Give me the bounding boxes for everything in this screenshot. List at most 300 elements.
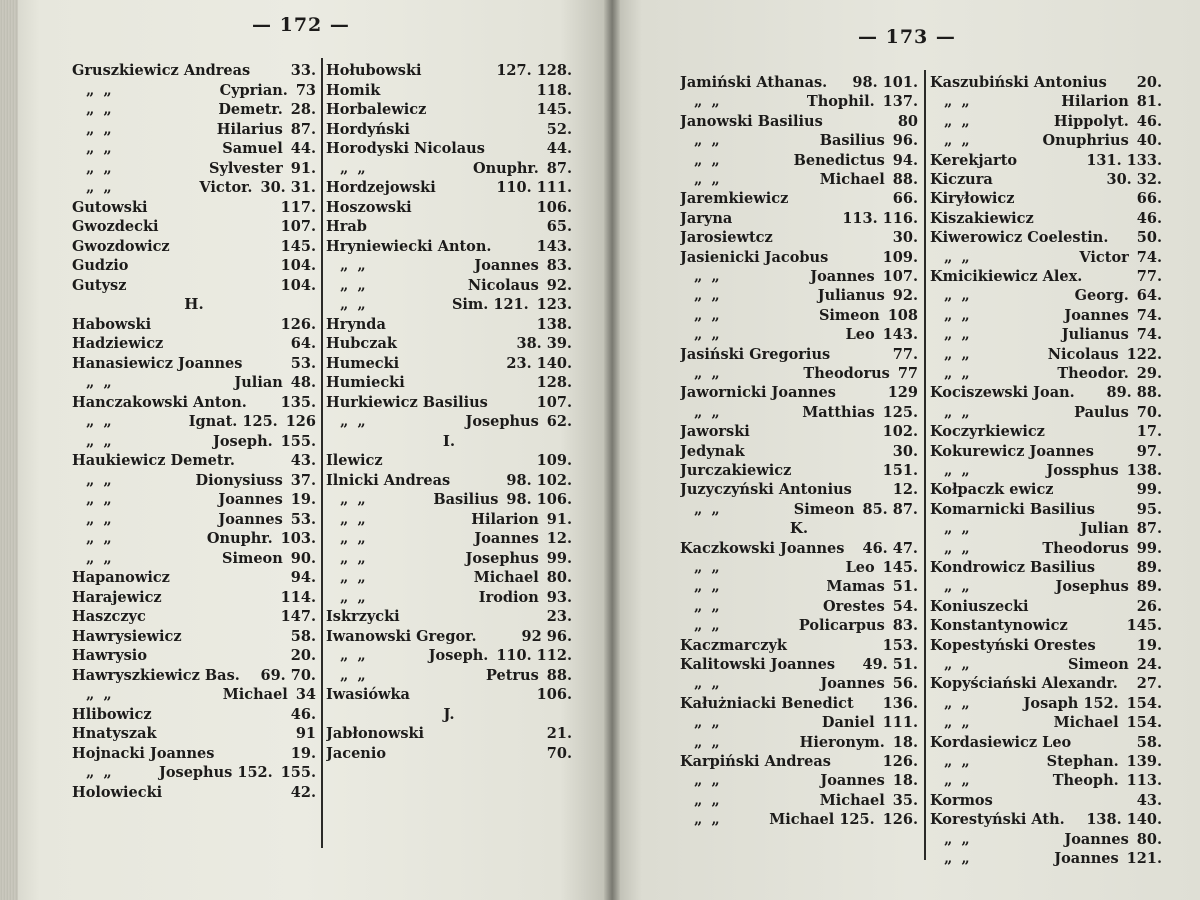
index-entry	[930, 73, 1162, 92]
ditto-mark: „ „	[86, 101, 114, 118]
index-entry	[680, 306, 918, 325]
index-entry	[326, 120, 572, 139]
index-entry	[326, 178, 572, 197]
entry-name: Hnatyszak	[72, 725, 157, 742]
page-reference: 27.	[1136, 675, 1162, 693]
ditto-mark: „ „	[694, 500, 722, 518]
entry-name: Kaszubiński Antonius	[930, 74, 1107, 91]
entry-name: Kerekjarto	[930, 151, 1018, 169]
index-entry	[930, 791, 1162, 810]
ditto-mark: „ „	[694, 617, 722, 635]
index-entry	[680, 461, 918, 480]
page-reference: 147.	[280, 608, 316, 625]
entry-name: Onuphr.	[206, 530, 273, 547]
entry-name: Hanczakowski Anton.	[72, 393, 247, 411]
page-reference: 50.	[1136, 229, 1162, 247]
index-entry	[72, 724, 316, 743]
index-entry	[680, 325, 918, 344]
index-entry	[930, 480, 1162, 499]
ditto-mark: „ „	[944, 656, 972, 673]
page-reference: 23. 140.	[506, 354, 572, 372]
index-entry	[72, 237, 316, 256]
ditto-mark: „ „	[944, 772, 972, 790]
page-reference: 118.	[536, 81, 572, 99]
index-entry	[72, 256, 316, 275]
index-entry	[680, 771, 918, 790]
index-entry	[72, 451, 316, 470]
entry-name: Matthias	[802, 403, 875, 421]
page-reference: 19.	[290, 744, 316, 762]
index-entry	[72, 139, 316, 158]
index-entry	[680, 480, 918, 499]
index-entry	[72, 490, 316, 509]
page-reference: 104.	[280, 276, 316, 294]
entry-name: Jarosiewtcz	[680, 229, 773, 247]
entry-name: Simeon	[793, 500, 855, 518]
index-entry	[680, 345, 918, 364]
entry-name: Joseph.	[428, 647, 489, 664]
index-entry	[680, 713, 918, 732]
entry-name: Joannes	[1064, 830, 1129, 848]
index-entry	[680, 558, 918, 577]
index-entry	[72, 373, 316, 392]
entry-name: Simeon	[1068, 656, 1129, 673]
entry-name: Kmicikiewicz Alex.	[930, 268, 1083, 285]
entry-name: Jasiński Gregorius	[680, 345, 831, 363]
index-entry	[930, 422, 1162, 441]
entry-name: Julianus	[817, 287, 885, 305]
page-reference: 77.	[1136, 268, 1162, 285]
page-reference: 77	[897, 365, 918, 382]
page-reference: 26.	[1136, 597, 1162, 615]
entry-name: Kiczura	[930, 171, 993, 188]
entry-name: Hrynda	[326, 315, 386, 333]
page-reference: 30.	[892, 229, 918, 247]
index-entry	[930, 306, 1162, 325]
page-reference: 80.	[546, 569, 572, 586]
ditto-mark: „ „	[944, 365, 972, 382]
ditto-mark: „ „	[86, 413, 114, 430]
entry-name: Homik	[326, 81, 381, 99]
ditto-mark: „ „	[694, 811, 722, 829]
page-reference: 110. 112.	[496, 647, 572, 664]
page-reference: 98. 101.	[852, 74, 918, 91]
index-entry	[72, 685, 316, 704]
page-reference: 92 96.	[521, 627, 572, 645]
ditto-mark: „ „	[944, 132, 972, 150]
ditto-mark: „ „	[944, 248, 972, 266]
page-reference: 155.	[280, 432, 316, 450]
ditto-mark: „ „	[694, 306, 722, 324]
index-entry	[680, 248, 918, 267]
entry-name: Hoszowski	[326, 198, 412, 216]
page-reference: 66.	[1136, 190, 1162, 208]
ditto-mark: „ „	[694, 132, 722, 150]
index-entry	[72, 549, 316, 568]
page-reference: 46.	[1136, 209, 1162, 227]
entry-name: Hilarion	[471, 510, 539, 528]
page-reference: 128.	[536, 374, 572, 391]
index-entry	[326, 276, 572, 295]
entry-name: Kałużniacki Benedict	[680, 694, 854, 712]
entry-name: Georg.	[1074, 287, 1129, 305]
page-reference: 65.	[546, 218, 572, 235]
entry-name: Stephan.	[1046, 753, 1119, 770]
index-entry	[930, 539, 1162, 558]
entry-name: Iskrzycki	[326, 608, 400, 625]
entry-name: Cyprian.	[219, 81, 288, 99]
page-reference: 99.	[546, 549, 572, 567]
page-reference: 109.	[882, 248, 918, 266]
page-reference: 46.	[290, 705, 316, 723]
ditto-mark: „ „	[340, 549, 368, 567]
index-entry	[326, 646, 572, 665]
entry-name: Joannes	[820, 675, 885, 693]
page-reference: 64.	[290, 335, 316, 352]
entry-name: Hrab	[326, 218, 367, 235]
index-entry	[326, 256, 572, 275]
entry-name: Jamiński Athanas.	[680, 74, 828, 91]
index-entry	[72, 607, 316, 626]
page-reference: 106.	[536, 686, 572, 703]
index-entry	[930, 830, 1162, 849]
page-reference: 77.	[892, 345, 918, 363]
entry-name: Josephus 152.	[159, 764, 273, 781]
ditto-mark: „ „	[86, 81, 114, 99]
entry-name: Michael	[473, 569, 539, 586]
index-entry	[930, 636, 1162, 655]
entry-name: Theodorus	[803, 365, 890, 382]
index-entry	[680, 674, 918, 693]
entry-name: Kormos	[930, 791, 993, 809]
entry-name: Simeon	[818, 306, 880, 324]
entry-name: Gwozdowicz	[72, 237, 170, 255]
page-reference: 53.	[290, 510, 316, 528]
entry-name: Haszczyc	[72, 608, 146, 625]
ditto-mark: „ „	[340, 666, 368, 684]
index-entry	[326, 198, 572, 217]
page-reference: 91.	[290, 159, 316, 177]
index-entry	[680, 752, 918, 771]
page-reference: 97.	[1136, 442, 1162, 460]
index-entry	[680, 151, 918, 170]
entry-name: Jacenio	[326, 744, 387, 762]
index-entry	[930, 752, 1162, 771]
entry-name: Kaczkowski Joannes	[680, 539, 845, 557]
index-entry	[72, 217, 316, 236]
entry-name: Victor.	[199, 179, 253, 196]
entry-name: Koniuszecki	[930, 597, 1029, 615]
page-reference: 92.	[892, 287, 918, 305]
ditto-mark: „ „	[694, 268, 722, 285]
entry-name: Kaczmarczyk	[680, 636, 787, 654]
entry-name: Julian	[234, 374, 283, 391]
ditto-mark: „ „	[694, 326, 722, 344]
entry-name: Jabłonowski	[326, 725, 425, 742]
entry-name: Joannes	[810, 268, 875, 285]
page-reference: 24.	[1136, 656, 1162, 673]
index-entry	[930, 151, 1162, 170]
page-reference: 18.	[892, 733, 918, 751]
index-entry	[326, 81, 572, 100]
page-reference: 88.	[892, 171, 918, 188]
ditto-mark: „ „	[86, 530, 114, 547]
ditto-mark: „ „	[944, 850, 972, 867]
index-entry	[326, 393, 572, 412]
page-reference: 73	[295, 81, 316, 99]
entry-name: Jaryna	[680, 209, 733, 227]
entry-name: Nicolaus	[1047, 345, 1119, 363]
page-reference: 117.	[280, 198, 316, 216]
ditto-mark: „ „	[340, 510, 368, 528]
page-reference: 89. 88.	[1106, 384, 1162, 402]
page-reference: 30. 32.	[1106, 171, 1162, 188]
entry-name: Victor	[1079, 248, 1129, 266]
index-entry	[326, 607, 572, 626]
ditto-mark: „ „	[340, 413, 368, 430]
ditto-mark: „ „	[944, 306, 972, 324]
entry-name: Gudzio	[72, 257, 129, 274]
page-reference: 125.	[882, 403, 918, 421]
entry-name: Joannes	[820, 772, 885, 790]
entry-name: Habowski	[72, 315, 152, 333]
entry-name: Gutowski	[72, 198, 148, 216]
page-reference: 80.	[1136, 830, 1162, 848]
entry-name: Michael	[819, 791, 885, 809]
index-entry	[326, 412, 572, 431]
index-entry	[72, 588, 316, 607]
entry-name: Theodorus	[1042, 539, 1129, 557]
index-entry	[326, 666, 572, 685]
page-reference: 126	[285, 413, 316, 430]
entry-name: Nicolaus	[467, 276, 539, 294]
entry-name: Joannes	[1054, 850, 1119, 867]
ditto-mark: „ „	[694, 93, 722, 111]
page-reference: 91	[295, 725, 316, 742]
entry-name: Gruszkiewicz Andreas	[72, 62, 251, 79]
page-reference: 123.	[536, 296, 572, 313]
entry-name: Sylvester	[208, 159, 283, 177]
ditto-mark: „ „	[694, 151, 722, 169]
entry-name: Hubczak	[326, 335, 397, 352]
ditto-mark: „ „	[86, 491, 114, 508]
section-letter: J.	[443, 704, 455, 723]
ditto-mark: „ „	[340, 257, 368, 274]
page-reference: 70.	[1136, 403, 1162, 421]
index-entry	[72, 354, 316, 373]
index-entry	[930, 500, 1162, 519]
page-reference: 98. 106.	[506, 491, 572, 508]
page-reference: 145.	[536, 101, 572, 118]
entry-name: Basilius	[433, 491, 499, 508]
entry-name: Kordasiewicz Leo	[930, 733, 1072, 751]
page-reference: 98. 102.	[506, 471, 572, 489]
ditto-mark: „ „	[944, 830, 972, 848]
index-entry	[930, 694, 1162, 713]
index-entry	[72, 744, 316, 763]
entry-name: Hanasiewicz Joannes	[72, 354, 243, 372]
entry-name: Kopestyński Orestes	[930, 636, 1096, 654]
entry-name: Josephus	[465, 413, 539, 430]
index-entry	[326, 159, 572, 178]
index-entry	[930, 849, 1162, 868]
page-reference: 107.	[280, 218, 316, 235]
page-reference: 108	[887, 306, 918, 324]
page-reference: 89.	[1136, 578, 1162, 596]
index-entry	[72, 705, 316, 724]
index-entry	[680, 577, 918, 596]
entry-name: Korestyński Ath.	[930, 811, 1065, 829]
entry-name: Jaworski	[680, 423, 750, 441]
entry-name: Iwasiówka	[326, 686, 410, 703]
entry-name: Hawrysiewicz	[72, 627, 182, 645]
index-entry	[930, 170, 1162, 189]
page-reference: 89.	[1136, 559, 1162, 576]
page-reference: 92.	[546, 276, 572, 294]
page-reference: 58.	[1136, 733, 1162, 751]
entry-name: Joannes	[218, 491, 283, 508]
index-entry	[930, 597, 1162, 616]
entry-name: Hojnacki Joannes	[72, 744, 215, 762]
ditto-mark: „ „	[86, 510, 114, 528]
entry-name: Karpiński Andreas	[680, 753, 831, 770]
index-entry	[680, 442, 918, 461]
entry-name: Hilarius	[216, 120, 283, 138]
entry-name: Kołpaczk ewicz	[930, 481, 1054, 499]
entry-name: Horbalewicz	[326, 101, 427, 118]
index-entry	[930, 771, 1162, 790]
page-reference: 42.	[290, 783, 316, 801]
entry-name: Kokurewicz Joannes	[930, 442, 1094, 460]
index-entry	[930, 403, 1162, 422]
page-reference: 85. 87.	[862, 500, 918, 518]
page-reference: 64.	[1136, 287, 1162, 305]
index-entry	[930, 655, 1162, 674]
page-reference: 153.	[882, 636, 918, 654]
index-entry	[680, 209, 918, 228]
entry-name: Ignat. 125.	[188, 413, 278, 430]
page-reference: 74.	[1136, 248, 1162, 266]
entry-name: Ilnicki Andreas	[326, 471, 451, 489]
entry-name: Kiryłowicz	[930, 190, 1015, 208]
entry-name: Paulus	[1074, 403, 1129, 421]
page-reference: 114.	[280, 588, 316, 606]
index-entry	[930, 674, 1162, 693]
column-rule	[924, 70, 926, 860]
index-entry	[930, 228, 1162, 247]
page-reference: 17.	[1136, 423, 1162, 441]
index-entry	[680, 170, 918, 189]
page-reference: 90.	[290, 549, 316, 567]
ditto-mark: „ „	[86, 140, 114, 157]
page-reference: 56.	[892, 675, 918, 693]
page-reference: 30.	[892, 442, 918, 460]
page-reference: 70.	[546, 744, 572, 762]
ditto-mark: „ „	[86, 120, 114, 138]
page-reference: 20.	[290, 647, 316, 664]
index-entry	[72, 159, 316, 178]
page-reference: 129	[887, 384, 918, 402]
index-entry	[680, 597, 918, 616]
index-entry	[72, 471, 316, 490]
page-reference: 29.	[1136, 365, 1162, 382]
entry-name: Gwozdecki	[72, 218, 159, 235]
index-entry	[326, 295, 572, 314]
ditto-mark: „ „	[944, 520, 972, 538]
page-reference: 43.	[1136, 791, 1162, 809]
index-entry	[930, 267, 1162, 286]
page-reference: 145.	[882, 559, 918, 576]
index-entry	[930, 92, 1162, 111]
index-entry	[930, 713, 1162, 732]
page-reference: 66.	[892, 190, 918, 208]
index-entry	[680, 383, 918, 402]
ditto-mark: „ „	[694, 772, 722, 790]
ditto-mark: „ „	[340, 159, 368, 177]
page-reference: 20.	[1136, 74, 1162, 91]
page-reference: 154.	[1126, 694, 1162, 712]
page-reference: 145.	[280, 237, 316, 255]
ditto-mark: „ „	[944, 753, 972, 770]
page-reference: 83.	[892, 617, 918, 635]
index-entry	[680, 112, 918, 131]
page-reference: 155.	[280, 764, 316, 781]
page-reference: 18.	[892, 772, 918, 790]
page-reference: 121.	[1126, 850, 1162, 867]
page-reference: 113.	[1126, 772, 1162, 790]
index-entry	[72, 763, 316, 782]
index-entry	[680, 791, 918, 810]
entry-name: Theoph.	[1052, 772, 1119, 790]
index-entry	[72, 666, 316, 685]
entry-name: Joannes	[474, 530, 539, 547]
entry-name: Hippolyt.	[1053, 112, 1129, 130]
entry-name: Kopyściański Alexandr.	[930, 675, 1118, 693]
page-reference: 69. 70.	[260, 666, 316, 684]
page-reference: 103.	[280, 530, 316, 547]
index-entry	[680, 403, 918, 422]
index-entry	[72, 120, 316, 139]
ditto-mark: „ „	[944, 714, 972, 732]
index-entry	[326, 237, 572, 256]
page-reference: 126.	[882, 753, 918, 770]
ditto-mark: „ „	[86, 179, 114, 196]
page-reference: 12.	[546, 530, 572, 547]
entry-name: Harajewicz	[72, 588, 162, 606]
page-reference: 80	[897, 112, 918, 130]
entry-name: Josephus	[1055, 578, 1129, 596]
entry-name: Jasienicki Jacobus	[680, 248, 829, 266]
page-reference: 21.	[546, 725, 572, 742]
entry-name: Jawornicki Joannes	[680, 384, 836, 402]
entry-name: Kondrowicz Basilius	[930, 559, 1096, 576]
index-entry	[930, 286, 1162, 305]
entry-name: Hlibowicz	[72, 705, 152, 723]
page-reference: 74.	[1136, 326, 1162, 344]
page-edge	[0, 0, 18, 900]
page-reference: 106.	[536, 198, 572, 216]
entry-name: Theodor.	[1057, 365, 1129, 382]
page-reference: 19.	[1136, 636, 1162, 654]
page-reference: 34	[295, 686, 316, 703]
index-entry	[680, 733, 918, 752]
entry-name: Michael	[1053, 714, 1119, 732]
index-entry	[72, 393, 316, 412]
ditto-mark: „ „	[694, 791, 722, 809]
page-reference: 107.	[536, 393, 572, 411]
index-entry	[326, 510, 572, 529]
page-reference: 87.	[290, 120, 316, 138]
